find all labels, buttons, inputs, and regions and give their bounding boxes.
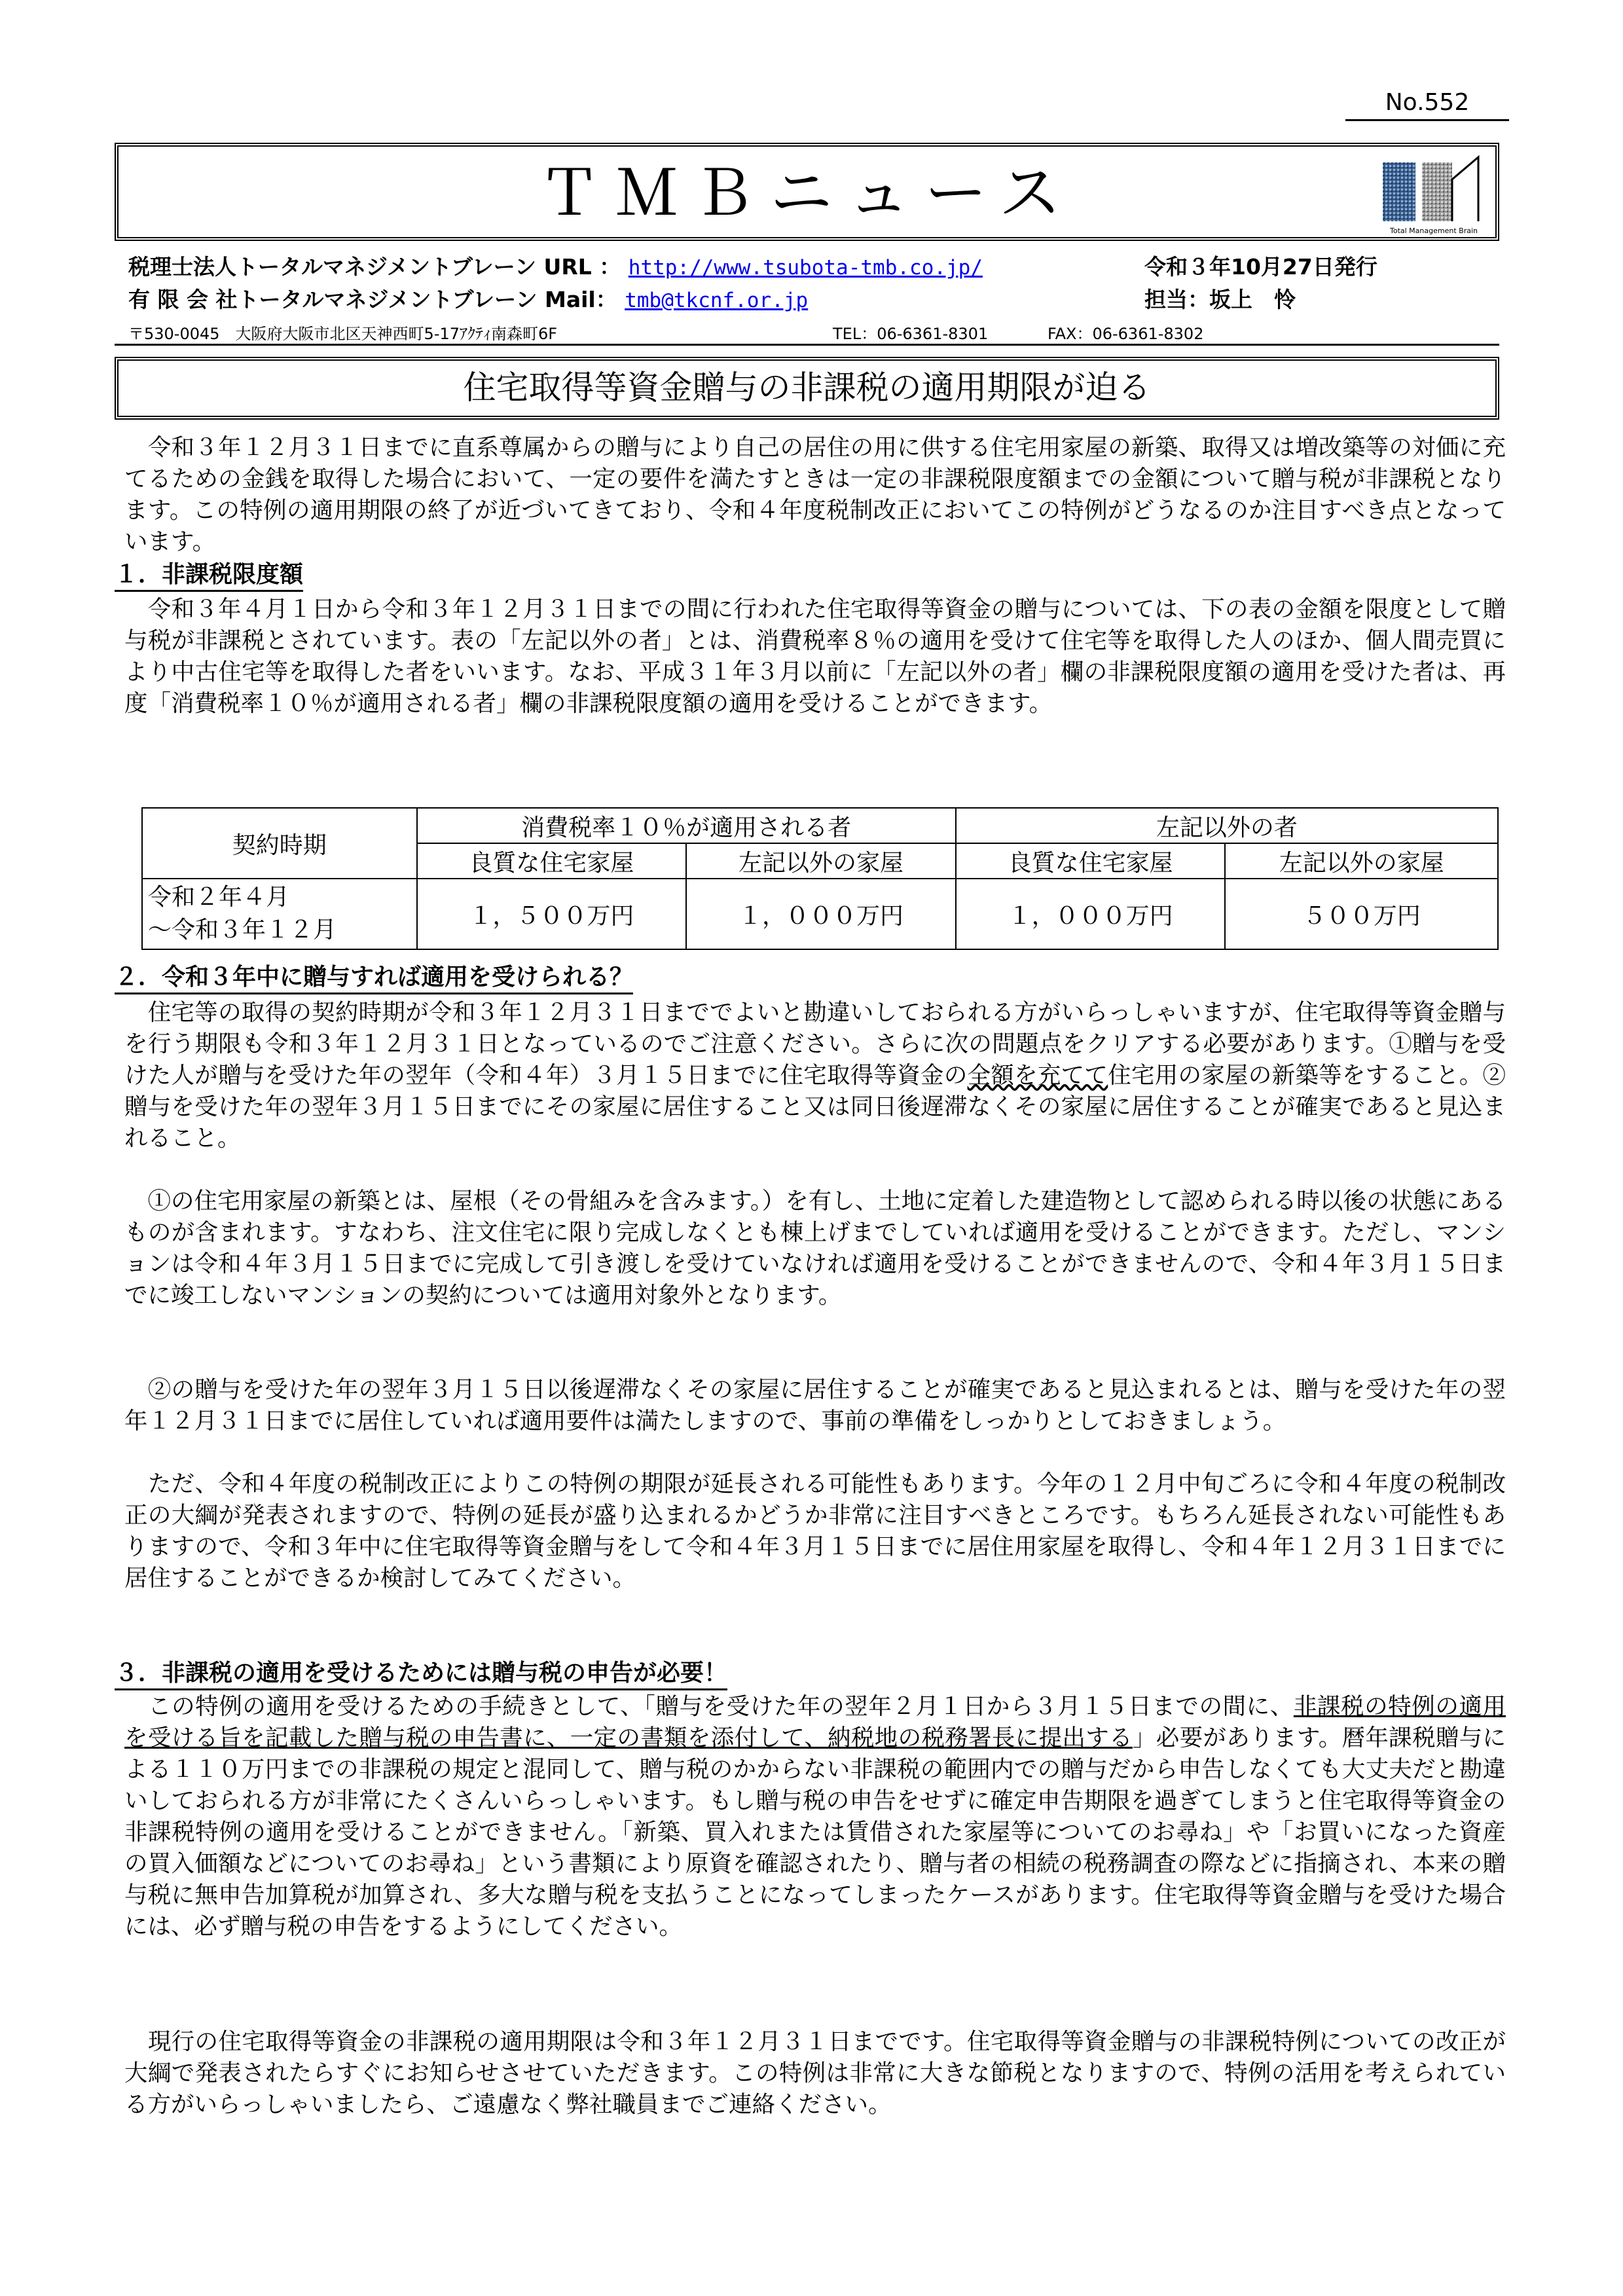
- closing-paragraph: 現行の住宅取得等資金の非課税の適用期限は令和３年１２月３１日までです。住宅取得等資金贈与の非課税特例についての改正が大綱で発表されたらすぐにお知らせさせていただきます。この特例は非常に大きな節税となりますので、特例の活用を考えられている方がいらっしゃいましたら、ご遠慮なく弊社職員までご連絡ください。: [124, 2028, 1506, 2118]
- website-link[interactable]: http://www.tsubota-tmb.co.jp/: [628, 256, 983, 280]
- table-subheader-other2: 左記以外の家屋: [1225, 843, 1498, 879]
- table-header-group2: 左記以外の者: [956, 808, 1498, 843]
- table-cell: １，５００万円: [417, 879, 687, 949]
- section2-p1-text-end: 住宅用の家屋の新築等をすること。②贈与を受けた年の翌年３月１５日までにその家屋に居住すること又は同日後遅滞なくその家屋に居住することが確実であると見込まれること。: [124, 1062, 1506, 1152]
- filing-requirement-emphasis: 非課税の特例の適用を受ける旨を記載した贈与税の申告書に、一定の書類を添付して、納税地の税務署長に提出する: [124, 1693, 1506, 1751]
- newsletter-title: ＴＭＢニュース: [538, 156, 1076, 230]
- section2-paragraph4: ただ、令和４年度の税制改正によりこの特例の期限が延長される可能性もあります。今年の１２月中旬ごろに令和４年度の税制改正の大綱が発表されますので、特例の延長が盛り込まれるかどうか非常に注目すべきところです。もちろん延長されない可能性もありますので、令和３年中に住宅取得等資金贈与をして令和４年３月１５日までに居住用家屋を取得し、令和４年１２月３１日までに居住することができるか検討してみてください。: [124, 1470, 1506, 1592]
- company-name: 有 限 会 社トータルマネジメントブレーン Mail：: [128, 287, 617, 312]
- section2-paragraph2: ①の住宅用家屋の新築とは、屋根（その骨組みを含みます。）を有し、土地に定着した建造物として認められる時以後の状態にあるものが含まれます。すなわち、注文住宅に限り完成しなくとも棟上げまでしていれば適用を受けることができます。ただし、マンションは令和４年３月１５日までに完成して引き渡しを受けていなければ適用を受けることができませんので、令和４年３月１５日までに竣工しないマンションの契約については適用対象外となります。: [124, 1188, 1506, 1309]
- table-subheader-good: 良質な住宅家屋: [417, 843, 687, 879]
- section2-p1-text: 住宅等の取得の契約時期が令和３年１２月３１日まででよいと勘違いしておられる方がいらっしゃいますが、住宅取得等資金贈与を行う期限も令和３年１２月３１日となっているのでご注意ください。さらに次の問題点をクリアする必要があります。①贈与を受けた人が贈与を受けた年の翌年（令和４年）３月１５日までに住宅取得等資金の: [124, 999, 1506, 1089]
- table-header-period: 契約時期: [142, 808, 417, 879]
- table-header-group1: 消費税率１０％が適用される者: [417, 808, 956, 843]
- header-divider: [115, 344, 1499, 346]
- table-cell: ５００万円: [1225, 879, 1498, 949]
- firm-line: [128, 250, 983, 281]
- company-line: [128, 283, 808, 314]
- contact-person: 担当：坂上 怜: [1144, 287, 1296, 312]
- issue-number: No.552: [1345, 86, 1509, 121]
- section2-paragraph3: ②の贈与を受けた年の翌年３月１５日以後遅滞なくその家屋に居住することが確実であると見込まれるとは、贈与を受けた年の翌年１２月３１日までに居住していれば適用要件は満たしますので、事前の準備をしっかりとしておきましょう。: [124, 1376, 1506, 1434]
- table-cell: １，０００万円: [956, 879, 1226, 949]
- section2-paragraph1: [124, 997, 1506, 1154]
- tel: TEL：06-6361-8301: [833, 325, 989, 343]
- logo-caption: Total Management Brain: [1390, 227, 1478, 235]
- tmb-logo: [1381, 153, 1486, 237]
- section1-heading: １．非課税限度額: [115, 560, 303, 592]
- section3-paragraph: [124, 1691, 1506, 1942]
- full-amount-emphasis: 全額を充てて: [967, 1062, 1108, 1089]
- table-subheader-good2: 良質な住宅家屋: [956, 843, 1226, 879]
- section2-heading: ２．令和３年中に贈与すれば適用を受けられる？: [115, 962, 633, 994]
- headline: 住宅取得等資金贈与の非課税の適用期限が迫る: [115, 357, 1499, 420]
- section1-paragraph: 令和３年４月１日から令和３年１２月３１日までの間に行われた住宅取得等資金の贈与については、下の表の金額を限度として贈与税が非課税とされています。表の「左記以外の者」とは、消費税率８％の適用を受けて住宅等を取得した人のほか、個人間売買により中古住宅等を取得した者をいいます。なお、平成３１年３月以前に「左記以外の者」欄の非課税限度額の適用を受けた者は、再度「消費税率１０％が適用される者」欄の非課税限度額の適用を受けることができます。: [124, 596, 1506, 717]
- table-period-line1: 令和２年４月: [148, 884, 290, 911]
- firm-name: 税理士法人トータルマネジメントブレーン URL ：: [128, 254, 621, 280]
- address: 〒530-0045 大阪府大阪市北区天神西町5-17ｱｸﾃｨ南森町6F: [128, 325, 558, 343]
- table-period-line2: ～令和３年１２月: [148, 917, 337, 943]
- intro-paragraph: 令和３年１２月３１日までに直系尊属からの贈与により自己の居住の用に供する住宅用家屋の新築、取得又は増改築等の対価に充てるための金銭を取得した場合において、一定の要件を満たすときは一定の非課税限度額までの金額について贈与税が非課税となります。この特例の適用期限の終了が近づいてきており、令和４年度税制改正においてこの特例がどうなるのか注目すべき点となっています。: [124, 434, 1506, 555]
- section3-p1-text-end: 」必要があります。暦年課税贈与による１１０万円までの非課税の規定と混同して、贈与税のかからない非課税の範囲内での贈与だから申告しなくても大丈夫だと勘違いしておられる方が非常にたくさんいらっしゃいます。もし贈与税の申告をせずに確定申告期限を過ぎてしまうと住宅取得等資金の非課税特例の適用を受けることができません。「新築、買入れまたは賃借された家屋等についてのお尋ね」や「お買いになった資産の買入価額などについてのお尋ね」という書類により原資を確認されたり、贈与者の相続の税務調査の際などに指摘され、本来の贈与税に無申告加算税が加算され、多大な贈与税を支払うことになってしまったケースがあります。住宅取得等資金贈与を受けた場合には、必ず贈与税の申告をするようにしてください。: [124, 1724, 1506, 1940]
- section3-p1-text: この特例の適用を受けるための手続きとして、「贈与を受けた年の翌年２月１日から３月１５日までの間に、: [124, 1693, 1294, 1720]
- newsletter-title-box: [115, 143, 1499, 241]
- fax: FAX：06-6361-8302: [1048, 325, 1204, 343]
- mail-link[interactable]: tmb@tkcnf.or.jp: [625, 289, 809, 312]
- table-row-period: [142, 879, 417, 949]
- table-cell: １，０００万円: [686, 879, 956, 949]
- limit-table: [141, 807, 1499, 950]
- section3-heading: ３．非課税の適用を受けるためには贈与税の申告が必要！: [115, 1658, 727, 1690]
- table-subheader-other: 左記以外の家屋: [686, 843, 956, 879]
- issue-date: 令和３年10月27日発行: [1144, 254, 1377, 280]
